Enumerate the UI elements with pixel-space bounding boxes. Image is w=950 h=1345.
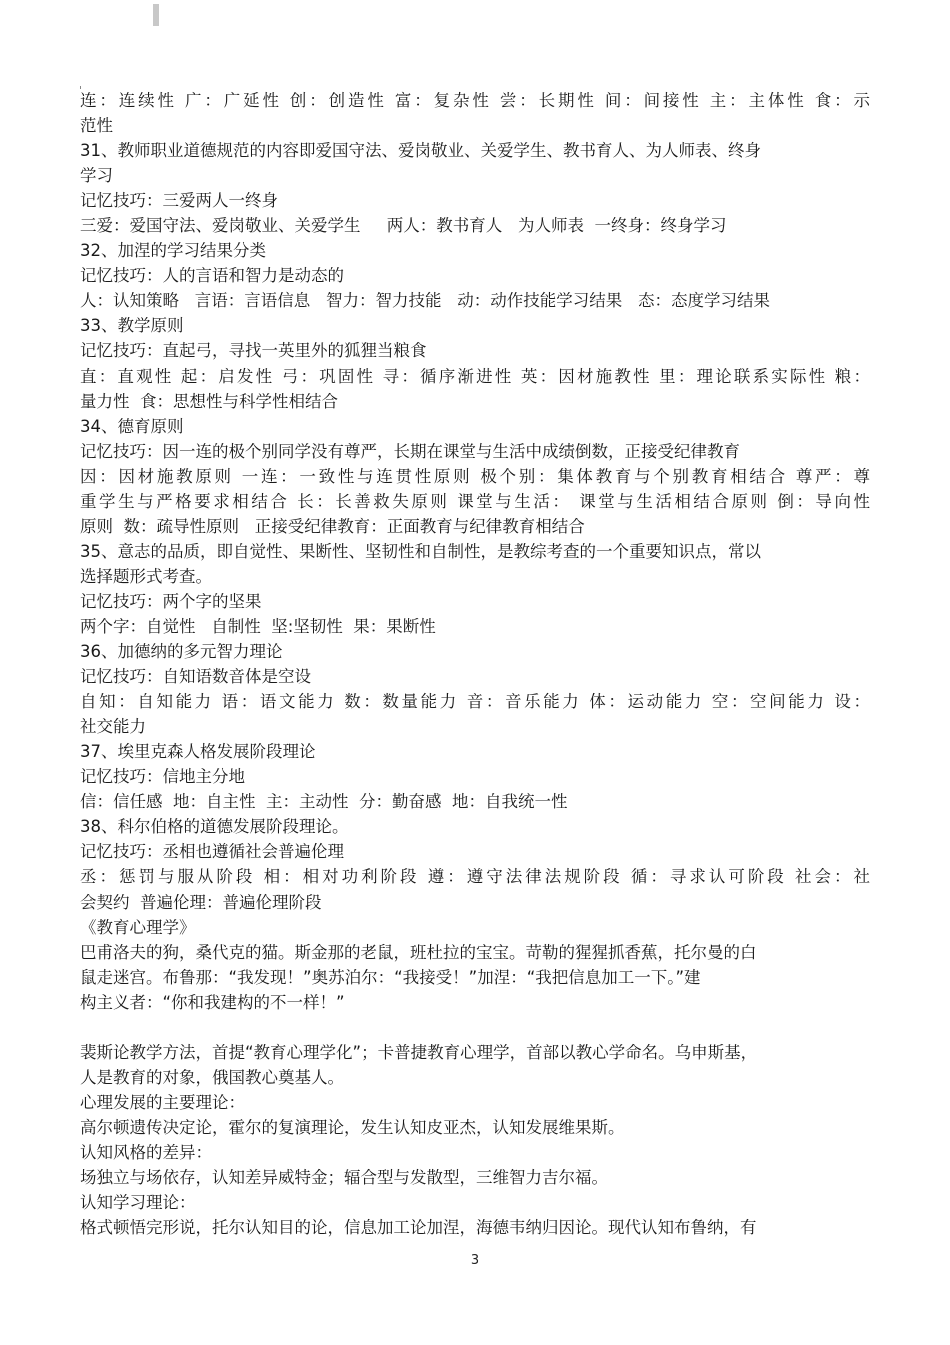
text-line: 范性 — [80, 116, 113, 136]
blank-line — [80, 1015, 870, 1040]
memory-tip: 记忆技巧：人的言语和智力是动态的 — [80, 266, 344, 286]
text-line: 社交能力 — [80, 717, 146, 737]
memory-tip: 记忆技巧：直起弓，寻找一英里外的狐狸当粮食 — [80, 341, 427, 361]
item-heading: 37、埃里克森人格发展阶段理论 — [80, 742, 316, 762]
section-title: 《教育心理学》 — [80, 917, 196, 937]
text-line: 自知：自知能力 语：语文能力 数：数量能力 音：音乐能力 体：运动能力 空：空间能力 设： — [80, 692, 870, 712]
item-heading: 38、科尔伯格的道德发展阶段理论。 — [80, 817, 349, 837]
document-body — [80, 88, 870, 1240]
item-heading: 36、加德纳的多元智力理论 — [80, 642, 283, 662]
text-line: 场独立与场依存，认知差异威特金；辐合型与发散型，三维智力吉尔福。 — [80, 1168, 608, 1188]
text-line: 巴甫洛夫的狗，桑代克的猫。斯金那的老鼠，班杜拉的宝宝。苛勒的猩猩抓香蕉，托尔曼的白 — [80, 942, 757, 962]
memory-tip: 记忆技巧：两个字的坚果 — [80, 591, 262, 611]
text-line: 连：连续性 广：广延性 创：创造性 富：复杂性 尝：长期性 间：间接性 主：主体性 食：示 — [80, 91, 870, 110]
page-number: 3 — [470, 1253, 480, 1268]
text-line: 信：信任感 地：自主性 主：主动性 分：勤奋感 地：自我统一性 — [80, 792, 568, 812]
text-line: 鼠走迷宫。布鲁那：“我发现！”奥苏泊尔：“我接受！”加涅：“我把信息加工一下。”建 — [80, 967, 701, 987]
text-line: 量力性 食：思想性与科学性相结合 — [80, 391, 338, 411]
text-line: 人：认知策略 言语：言语信息 智力：智力技能 动：动作技能学习结果 态：态度学习结果 — [80, 291, 770, 311]
item-heading: 35、意志的品质，即自觉性、果断性、坚韧性和自制性，是教综考查的一个重要知识点，常以 — [80, 541, 761, 561]
subheading: 认知风格的差异： — [80, 1142, 212, 1162]
text-line: 高尔顿遗传决定论，霍尔的复演理论，发生认知皮亚杰，认知发展维果斯。 — [80, 1117, 625, 1137]
text-line: 格式顿悟完形说，托尔认知目的论，信息加工论加涅，海德韦纳归因论。现代认知布鲁纳，有 — [80, 1218, 757, 1238]
memory-tip: 记忆技巧：自知语数音体是空设 — [80, 667, 311, 687]
text-line: 裴斯论教学方法，首提“教育心理学化”；卡普捷教育心理学，首部以教心学命名。乌申斯基， — [80, 1042, 758, 1062]
memory-tip: 记忆技巧：丞相也遵循社会普遍伦理 — [80, 842, 344, 862]
text-line: 直：直观性 起：启发性 弓：巩固性 寻：循序渐进性 英：因材施教性 里：理论联系实际性 粮： — [80, 366, 870, 386]
text-line: 丞：惩罚与服从阶段 相：相对功利阶段 遵：遵守法律法规阶段 循：寻求认可阶段 社会：社 — [80, 867, 870, 887]
memory-tip: 记忆技巧：信地主分地 — [80, 767, 245, 787]
memory-tip: 记忆技巧：三爱两人一终身 — [80, 191, 278, 211]
item-heading: 33、教学原则 — [80, 316, 184, 336]
text-line: 构主义者：“你和我建构的不一样！” — [80, 992, 345, 1012]
text-line: 人是教育的对象，俄国教心奠基人。 — [80, 1067, 344, 1087]
text-line: 重学生与严格要求相结合 长：长善救失原则 课堂与生活： 课堂与生活相结合原则 倒：导向性 — [80, 491, 870, 511]
subheading: 认知学习理论： — [80, 1193, 196, 1213]
text-line: 选择题形式考查。 — [80, 566, 212, 586]
memory-tip: 记忆技巧：因一连的极个别同学没有尊严，长期在课堂与生活中成绩倒数，正接受纪律教育 — [80, 441, 740, 461]
scan-artifact — [153, 4, 159, 26]
text-line: 三爱：爱国守法、爱岗敬业、关爱学生 两人：教书育人 为人师表 一终身：终身学习 — [80, 216, 727, 236]
subheading: 心理发展的主要理论： — [80, 1092, 245, 1112]
item-heading: 31、教师职业道德规范的内容即爱国守法、爱岗敬业、关爱学生、教书育人、为人师表、终身 — [80, 141, 761, 161]
text-line: 学习 — [80, 166, 113, 186]
text-line: 原则 数：疏导性原则 正接受纪律教育：正面教育与纪律教育相结合 — [80, 516, 585, 536]
text-line: 会契约 普遍伦理：普遍伦理阶段 — [80, 892, 322, 912]
item-heading: 34、德育原则 — [80, 416, 184, 436]
item-heading: 32、加涅的学习结果分类 — [80, 241, 266, 261]
text-line: 两个字：自觉性 自制性 坚:坚韧性 果：果断性 — [80, 616, 436, 636]
text-line: 因：因材施教原则 一连：一致性与连贯性原则 极个别：集体教育与个别教育相结合 尊严：尊 — [80, 466, 870, 486]
